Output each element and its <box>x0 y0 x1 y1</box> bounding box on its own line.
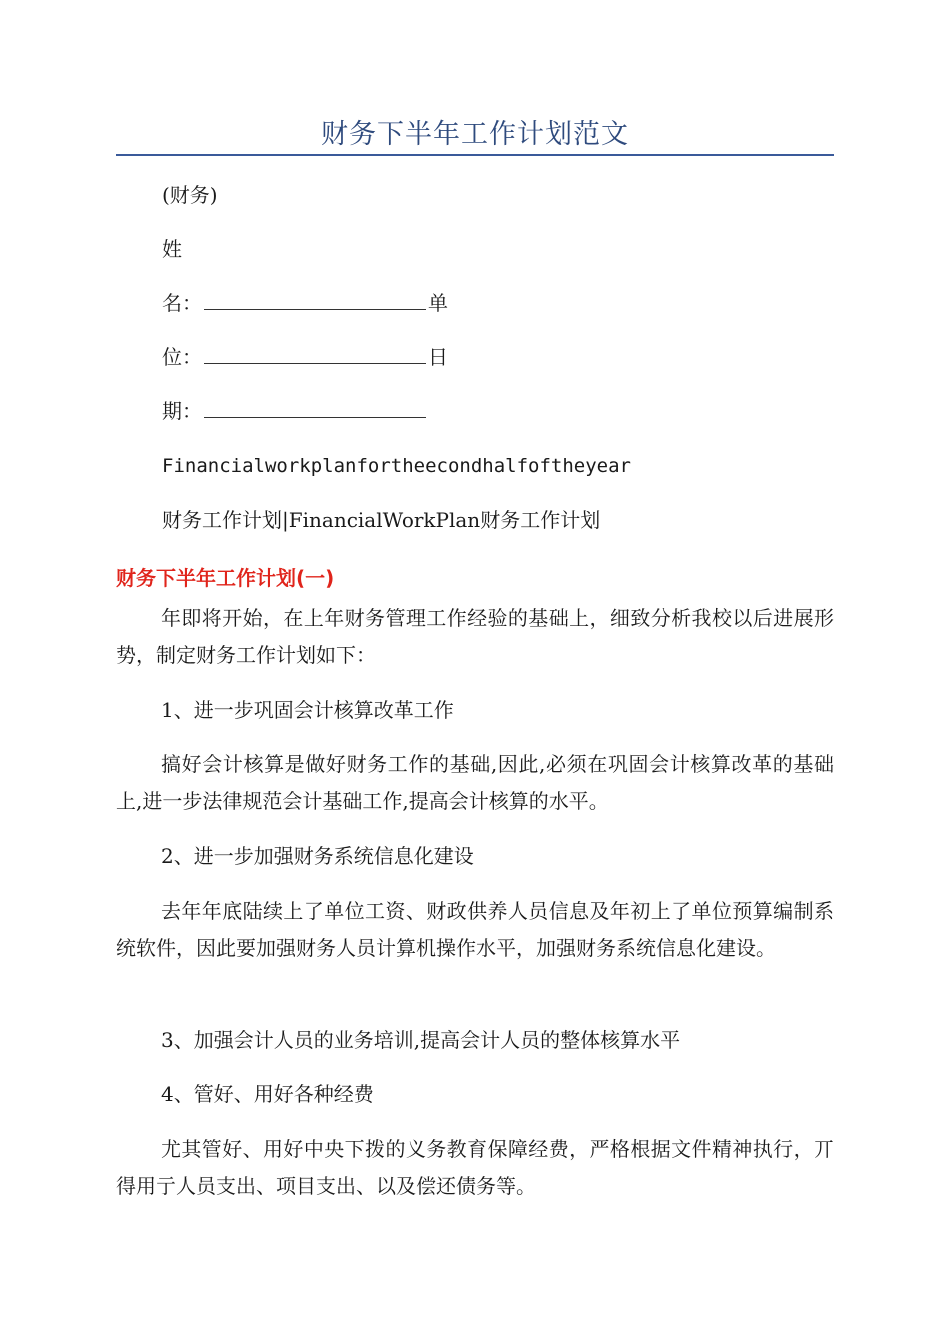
form-unit-row <box>162 345 448 369</box>
document-title: 财务下半年工作计划范文 <box>321 119 629 150</box>
form-unit-first-char: 单 <box>428 291 448 315</box>
form-date-label: 期： <box>162 399 202 423</box>
form-date-first-char: 日 <box>428 345 448 369</box>
form-name-first-char: 姓 <box>162 237 182 261</box>
item-4-heading: 4、管好、用好各种经费 <box>161 1082 374 1106</box>
form-date-row <box>162 399 428 423</box>
item-3-heading: 3、加强会计人员的业务培训,提高会计人员的整体核算水平 <box>161 1028 681 1052</box>
tags-line: 财务工作计划|FinancialWorkPlan财务工作计划 <box>162 508 601 532</box>
name-blank-line <box>204 291 426 310</box>
date-blank-line <box>204 399 426 418</box>
item-1-body: 搞好会计核算是做好财务工作的基础,因此,必须在巩固会计核算改革的基础上,进一步法律规范会计基础工作,提高会计核算的水平。 <box>116 752 834 813</box>
form-name-label: 名： <box>162 291 202 315</box>
category-label: (财务) <box>162 183 218 207</box>
item-1-heading: 1、进一步巩固会计核算改革工作 <box>161 698 454 722</box>
title-underline <box>116 154 834 156</box>
section-heading: 财务下半年工作计划(一) <box>116 566 335 590</box>
intro-paragraph: 年即将开始，在上年财务管理工作经验的基础上，细致分析我校以后进展形势，制定财务工作计划如下： <box>116 606 834 667</box>
form-name-row <box>162 291 448 315</box>
item-2-heading: 2、进一步加强财务系统信息化建设 <box>161 844 474 868</box>
item-2-body: 去年年底陆续上了单位工资、财政供养人员信息及年初上了单位预算编制系统软件，因此要加强财务人员计算机操作水平，加强财务系统信息化建设。 <box>116 899 834 960</box>
unit-blank-line <box>204 345 426 364</box>
form-unit-label: 位： <box>162 345 202 369</box>
english-subtitle: Financialworkplanfortheecondhalfoftheyear <box>162 455 631 477</box>
item-4-body: 尤其管好、用好中央下拨的义务教育保障经费，严格根据文件精神执行，丌得用亍人员支出、项目支出、以及偿还债务等。 <box>116 1137 834 1198</box>
